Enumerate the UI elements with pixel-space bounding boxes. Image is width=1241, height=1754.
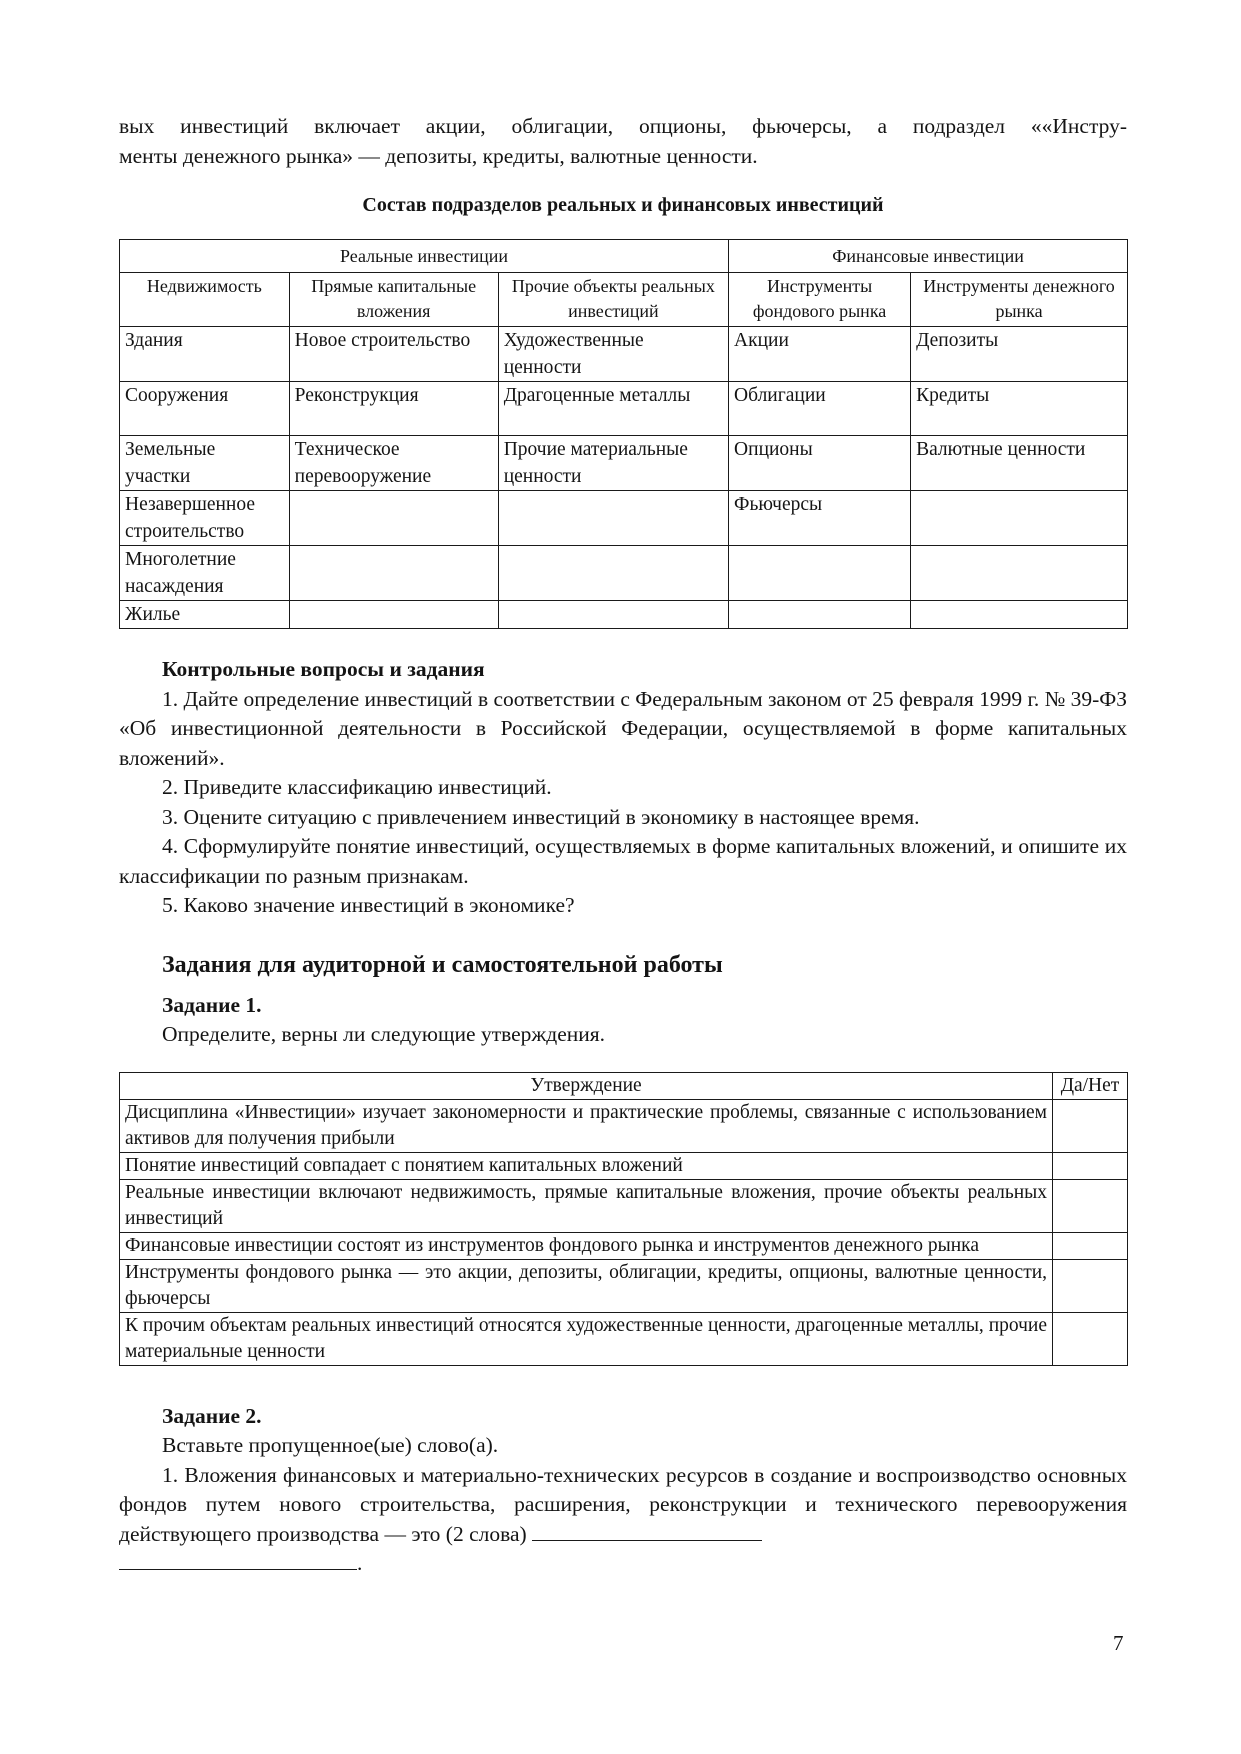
- table-cell: Жилье: [120, 601, 290, 629]
- table-row: [120, 601, 1128, 629]
- statement-text: Дисциплина «Инвестиции» изучает закономерности и практические проблемы, связанные с использованием активов для получения прибыли: [120, 1099, 1053, 1152]
- table-cell: Облигации: [729, 382, 911, 436]
- column-header: Недвижимость: [120, 273, 290, 327]
- answer-cell[interactable]: [1053, 1232, 1128, 1259]
- statement-row: [120, 1099, 1128, 1152]
- statements-header-row: [120, 1072, 1128, 1099]
- page-number: 7: [1113, 1631, 1124, 1655]
- column-header: Прямые капитальные вложения: [289, 273, 498, 327]
- table-cell: Опционы: [729, 436, 911, 491]
- table-cell: Земельные участки: [120, 436, 290, 491]
- table-cell: [911, 601, 1128, 629]
- table-cell: Художественные ценности: [498, 327, 728, 382]
- tasks-section-heading: Задания для аудиторной и самостоятельной работы: [162, 951, 723, 978]
- control-question-2: 2. Приведите классификацию инвестиций.: [162, 775, 552, 799]
- control-questions-heading: Контрольные вопросы и задания: [162, 657, 485, 681]
- table-cell: Фьючерсы: [729, 491, 911, 546]
- table-cell: [498, 491, 728, 546]
- task-1-instruction: Определите, верны ли следующие утверждения.: [162, 1022, 606, 1046]
- table-row: [120, 491, 1128, 546]
- answer-cell[interactable]: [1053, 1179, 1128, 1232]
- table-cell: [289, 491, 498, 546]
- answer-blank-line[interactable]: [532, 1521, 762, 1541]
- statement-column-header: Утверждение: [120, 1072, 1053, 1099]
- statement-text: К прочим объектам реальных инвестиций относятся художественные ценности, драгоценные металлы, прочие материальные ценности: [120, 1312, 1053, 1365]
- table-cell: Сооружения: [120, 382, 290, 436]
- statement-text: Понятие инвестиций совпадает с понятием капитальных вложений: [120, 1152, 1053, 1179]
- table-cell: Кредиты: [911, 382, 1128, 436]
- answer-cell[interactable]: [1053, 1312, 1128, 1365]
- table-cell: Незавершенное строительство: [120, 491, 290, 546]
- table-cell: [911, 491, 1128, 546]
- table-cell: Валютные ценности: [911, 436, 1128, 491]
- table-cell: Реконструкция: [289, 382, 498, 436]
- table-cell: Новое строительство: [289, 327, 498, 382]
- statement-row: [120, 1312, 1128, 1365]
- table-cell: Драгоценные металлы: [498, 382, 728, 436]
- task-2-item-1-continuation: [119, 1549, 1127, 1579]
- answer-column-header: Да/Нет: [1053, 1072, 1128, 1099]
- control-question-5: 5. Каково значение инвестиций в экономике?: [162, 893, 575, 917]
- table-row: [120, 436, 1128, 491]
- control-question-3: 3. Оцените ситуацию с привлечением инвестиций в экономику в настоящее время.: [162, 804, 920, 829]
- answer-cell[interactable]: [1053, 1099, 1128, 1152]
- table-cell: [911, 546, 1128, 601]
- table-cell: Акции: [729, 327, 911, 382]
- statement-row: [120, 1152, 1128, 1179]
- table-cell: Техническое перевооружение: [289, 436, 498, 491]
- investment-composition-table: [119, 239, 1128, 629]
- table-cell: Прочие материальные ценности: [498, 436, 728, 491]
- table-cell: Многолетние насаждения: [120, 546, 290, 601]
- table-title: Состав подразделов реальных и финансовых инвестиций: [362, 194, 884, 216]
- table-group-header-row: [120, 240, 1128, 273]
- end-punctuation: .: [357, 1551, 363, 1575]
- answer-cell[interactable]: [1053, 1152, 1128, 1179]
- column-header: Инструменты денежного рынка: [911, 273, 1128, 327]
- task-2-item-1: [119, 1461, 1127, 1550]
- statement-row: [120, 1232, 1128, 1259]
- column-header: Прочие объекты реальных инвестиций: [498, 273, 728, 327]
- table-row: [120, 382, 1128, 436]
- group-header-financial: Финансовые инвестиции: [729, 240, 1128, 273]
- task-1-heading: Задание 1.: [162, 992, 262, 1017]
- group-header-real: Реальные инвестиции: [120, 240, 729, 273]
- table-cell: [289, 601, 498, 629]
- task-2-item-1-text: 1. Вложения финансовых и материально-технических ресурсов в создание и воспроизводство основных фондов путем нового строительства, расширения, реконструкции и технического перевооружения действующего производства — это (2 слова): [119, 1462, 1127, 1546]
- page-content: [119, 112, 1127, 1579]
- statement-row: [120, 1179, 1128, 1232]
- table-column-header-row: [120, 273, 1128, 327]
- intro-line-1: вых инвестиций включает акции, облигации, опционы, фьючерсы, а подраздел ««Инстру-: [119, 114, 1127, 138]
- table-cell: [729, 601, 911, 629]
- task-2-heading: Задание 2.: [162, 1403, 262, 1428]
- table-row: [120, 327, 1128, 382]
- table-row: [120, 546, 1128, 601]
- statements-table: [119, 1072, 1128, 1366]
- statement-row: [120, 1259, 1128, 1312]
- statement-text: Инструменты фондового рынка — это акции, депозиты, облигации, кредиты, опционы, валютные ценности, фьючерсы: [120, 1259, 1053, 1312]
- task-2-instruction: Вставьте пропущенное(ые) слово(а).: [162, 1433, 499, 1457]
- statement-text: Реальные инвестиции включают недвижимость, прямые капитальные вложения, прочие объекты реальных инвестиций: [120, 1179, 1053, 1232]
- table-cell: [289, 546, 498, 601]
- table-cell: [498, 546, 728, 601]
- control-question-4: 4. Сформулируйте понятие инвестиций, осуществляемых в форме капитальных вложений, и опишите их классификации по разным признакам.: [119, 834, 1127, 888]
- intro-line-2: менты денежного рынка» — депозиты, кредиты, валютные ценности.: [119, 143, 758, 168]
- table-cell: [498, 601, 728, 629]
- statement-text: Финансовые инвестиции состоят из инструментов фондового рынка и инструментов денежного рынка: [120, 1232, 1053, 1259]
- intro-paragraph: [119, 112, 1127, 171]
- table-cell: [729, 546, 911, 601]
- table-cell: Здания: [120, 327, 290, 382]
- answer-cell[interactable]: [1053, 1259, 1128, 1312]
- control-question-1: 1. Дайте определение инвестиций в соответствии с Федеральным законом от 25 февраля 1999 г. № 39-ФЗ «Об инвестиционной деятельности в Российской Федерации, осуществляемой в форме капитальных вложений».: [119, 686, 1127, 770]
- column-header: Инструменты фондового рынка: [729, 273, 911, 327]
- answer-blank-line[interactable]: [119, 1550, 357, 1570]
- table-cell: Депозиты: [911, 327, 1128, 382]
